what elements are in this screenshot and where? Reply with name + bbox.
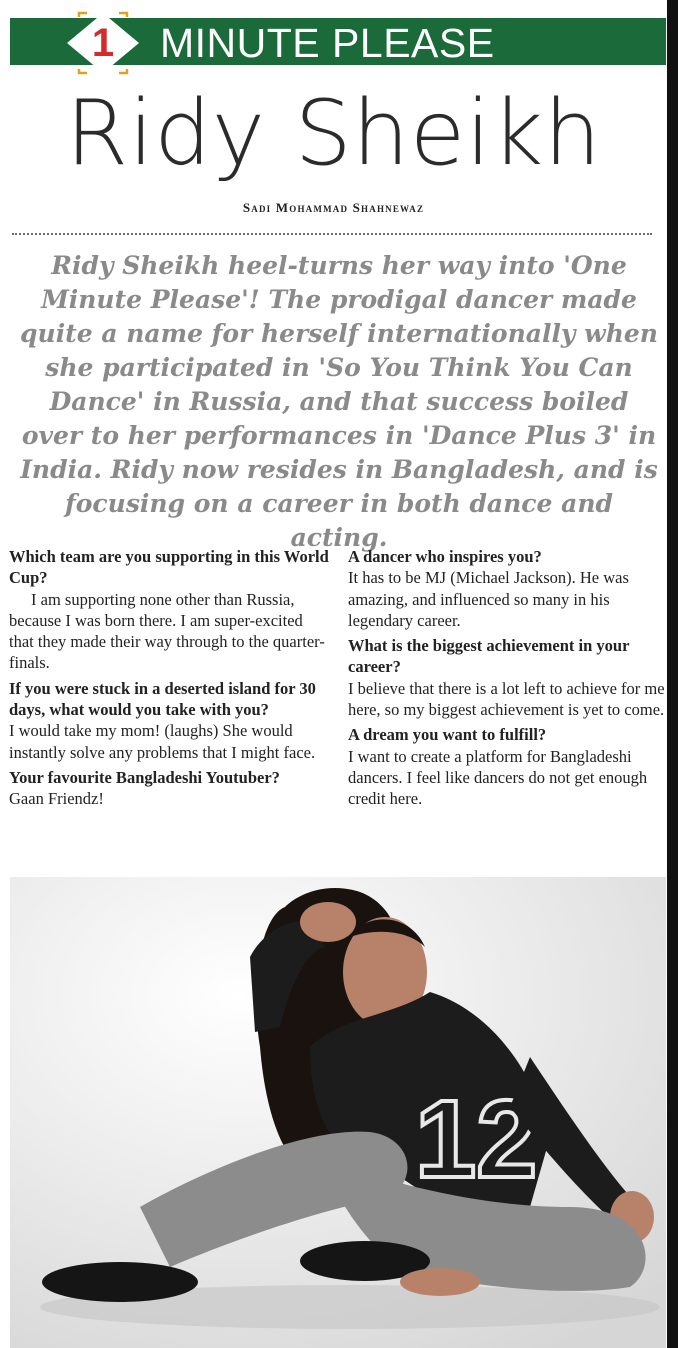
section-title: MINUTE PLEASE <box>160 20 495 66</box>
question: If you were stuck in a deserted island for 30 days, what would you take with you? <box>9 678 316 720</box>
question: What is the biggest achievement in your career? <box>348 636 630 677</box>
left-column <box>9 546 331 814</box>
answer: I am supporting none other than Russia, because I was born there. I am super-excited that they made their way through to the quarter-finals. <box>9 589 325 673</box>
question: A dream you want to fulfill? <box>348 725 547 745</box>
question: Your favourite Bangladeshi Youtuber? <box>9 767 280 787</box>
article-byline: Sadi Mohammad Shahnewaz <box>242 200 425 215</box>
jersey-number: 12 <box>415 1078 538 1201</box>
article-headline: Ridy Sheikh <box>65 81 602 186</box>
answer: It has to be MJ (Michael Jackson). He was amazing, and influenced so many in his legendary career. <box>348 568 629 630</box>
question: A dancer who inspires you? <box>348 547 542 566</box>
answer: I want to create a platform for Bangladeshi dancers. I feel like dancers do not get enough credit here. <box>348 746 648 809</box>
answer: Gaan Friendz! <box>9 789 104 809</box>
divider <box>12 233 652 235</box>
right-column <box>348 546 670 814</box>
shoe-left <box>42 1262 198 1302</box>
portrait-photo <box>10 877 666 1348</box>
section-number-badge <box>63 11 143 75</box>
answer: I would take my mom! (laughs) She would instantly solve any problems that I might face. <box>9 721 316 762</box>
ankle <box>400 1268 480 1296</box>
question: Which team are you supporting in this World Cup? <box>9 547 329 588</box>
answer: I believe that there is a lot left to achieve for me here, so my biggest achievement is yet to come. <box>348 678 665 720</box>
badge-number: 1 <box>91 21 115 65</box>
hand-on-head <box>300 902 356 942</box>
article-intro: Ridy Sheikh heel-turns her way into 'One Minute Please'! The prodigal dancer made quite a name for herself internationally when she participated in 'So You Think You Can Dance' in Russia, and that success boiled over to her performances in 'Dance Plus 3' in India. Ridy now resides in Bangladesh, and is focusing on a career in both dance and acting. <box>20 251 658 552</box>
